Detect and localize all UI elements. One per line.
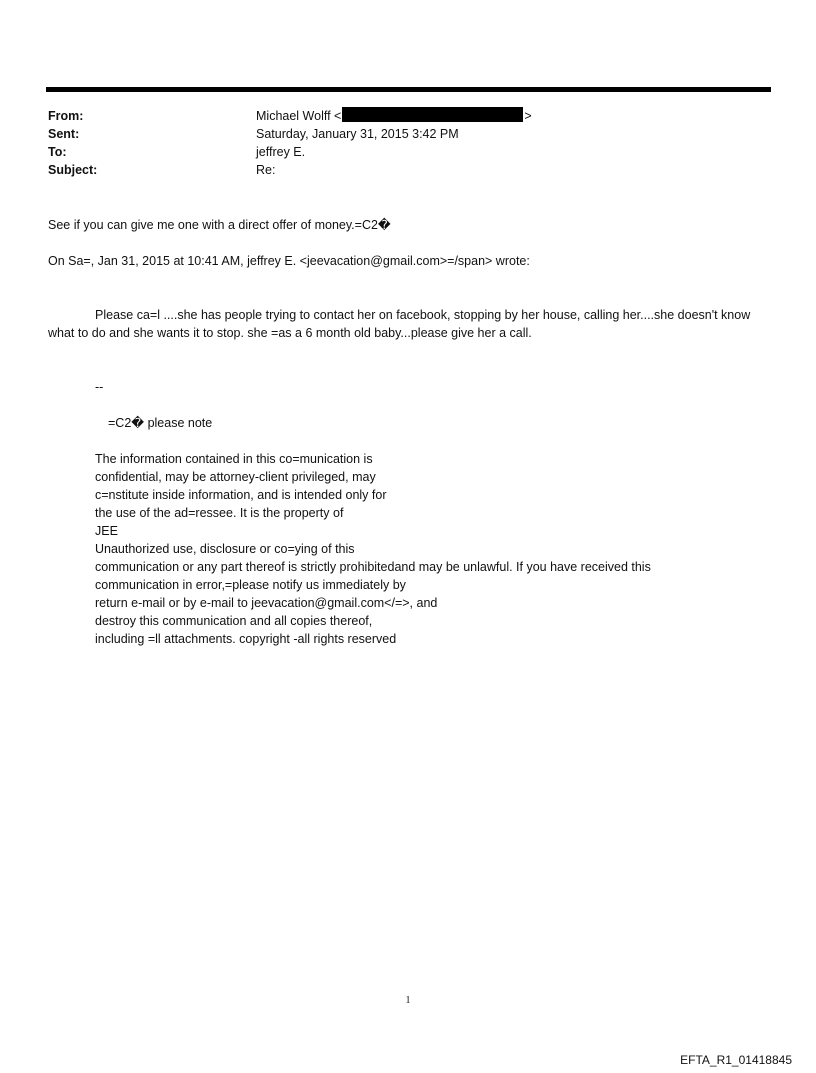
quoted-paragraph — [48, 306, 770, 342]
notice-line: confidential, may be attorney-client privileged, may — [95, 470, 376, 484]
notice-line: The information contained in this co=munication is — [95, 452, 373, 466]
notice-line: return e-mail or by e-mail to jeevacation@gmail.com</=>, and — [95, 596, 438, 610]
notice-line: communication or any part thereof is strictly prohibitedand may be unlawful. If you have received this — [95, 560, 651, 574]
reply-line: See if you can give me one with a direct offer of money.=C2� — [48, 218, 391, 232]
confidentiality-notice — [95, 450, 651, 648]
document-id: EFTA_R1_01418845 — [680, 1053, 792, 1067]
to-label: To: — [48, 145, 67, 159]
from-name: Michael Wolff < — [256, 109, 342, 123]
notice-line: destroy this communication and all copies thereof, — [95, 614, 373, 628]
from-value-end: > — [524, 109, 532, 123]
header-rule — [46, 87, 771, 92]
page-number: 1 — [405, 995, 411, 1006]
from-value — [256, 107, 532, 125]
notice-line: Unauthorized use, disclosure or co=ying of this — [95, 542, 355, 556]
sent-label: Sent: — [48, 127, 80, 141]
sent-value: Saturday, January 31, 2015 3:42 PM — [256, 127, 459, 141]
quoted-paragraph-text: Please ca=l ....she has people trying to contact her on facebook, stopping by her house, calling her....she doesn't know what to do and she wants it to stop. she =as a 6 month old baby...please give her a call. — [48, 308, 751, 340]
notice-line: c=nstitute inside information, and is intended only for — [95, 488, 387, 502]
notice-line: communication in error,=please notify us immediately by — [95, 578, 406, 592]
please-note: =C2� please note — [108, 416, 213, 430]
notice-line: JEE — [95, 524, 118, 538]
subject-value: Re: — [256, 163, 276, 177]
redaction-block — [342, 107, 523, 122]
quote-intro: On Sa=, Jan 31, 2015 at 10:41 AM, jeffrey E. <jeevacation@gmail.com>=/span> wrote: — [48, 254, 530, 268]
notice-line: the use of the ad=ressee. It is the property of — [95, 506, 344, 520]
subject-label: Subject: — [48, 163, 98, 177]
to-value: jeffrey E. — [256, 145, 306, 159]
notice-line: including =ll attachments. copyright -all rights reserved — [95, 632, 397, 646]
from-label: From: — [48, 109, 84, 123]
signature-separator: -- — [95, 380, 104, 394]
